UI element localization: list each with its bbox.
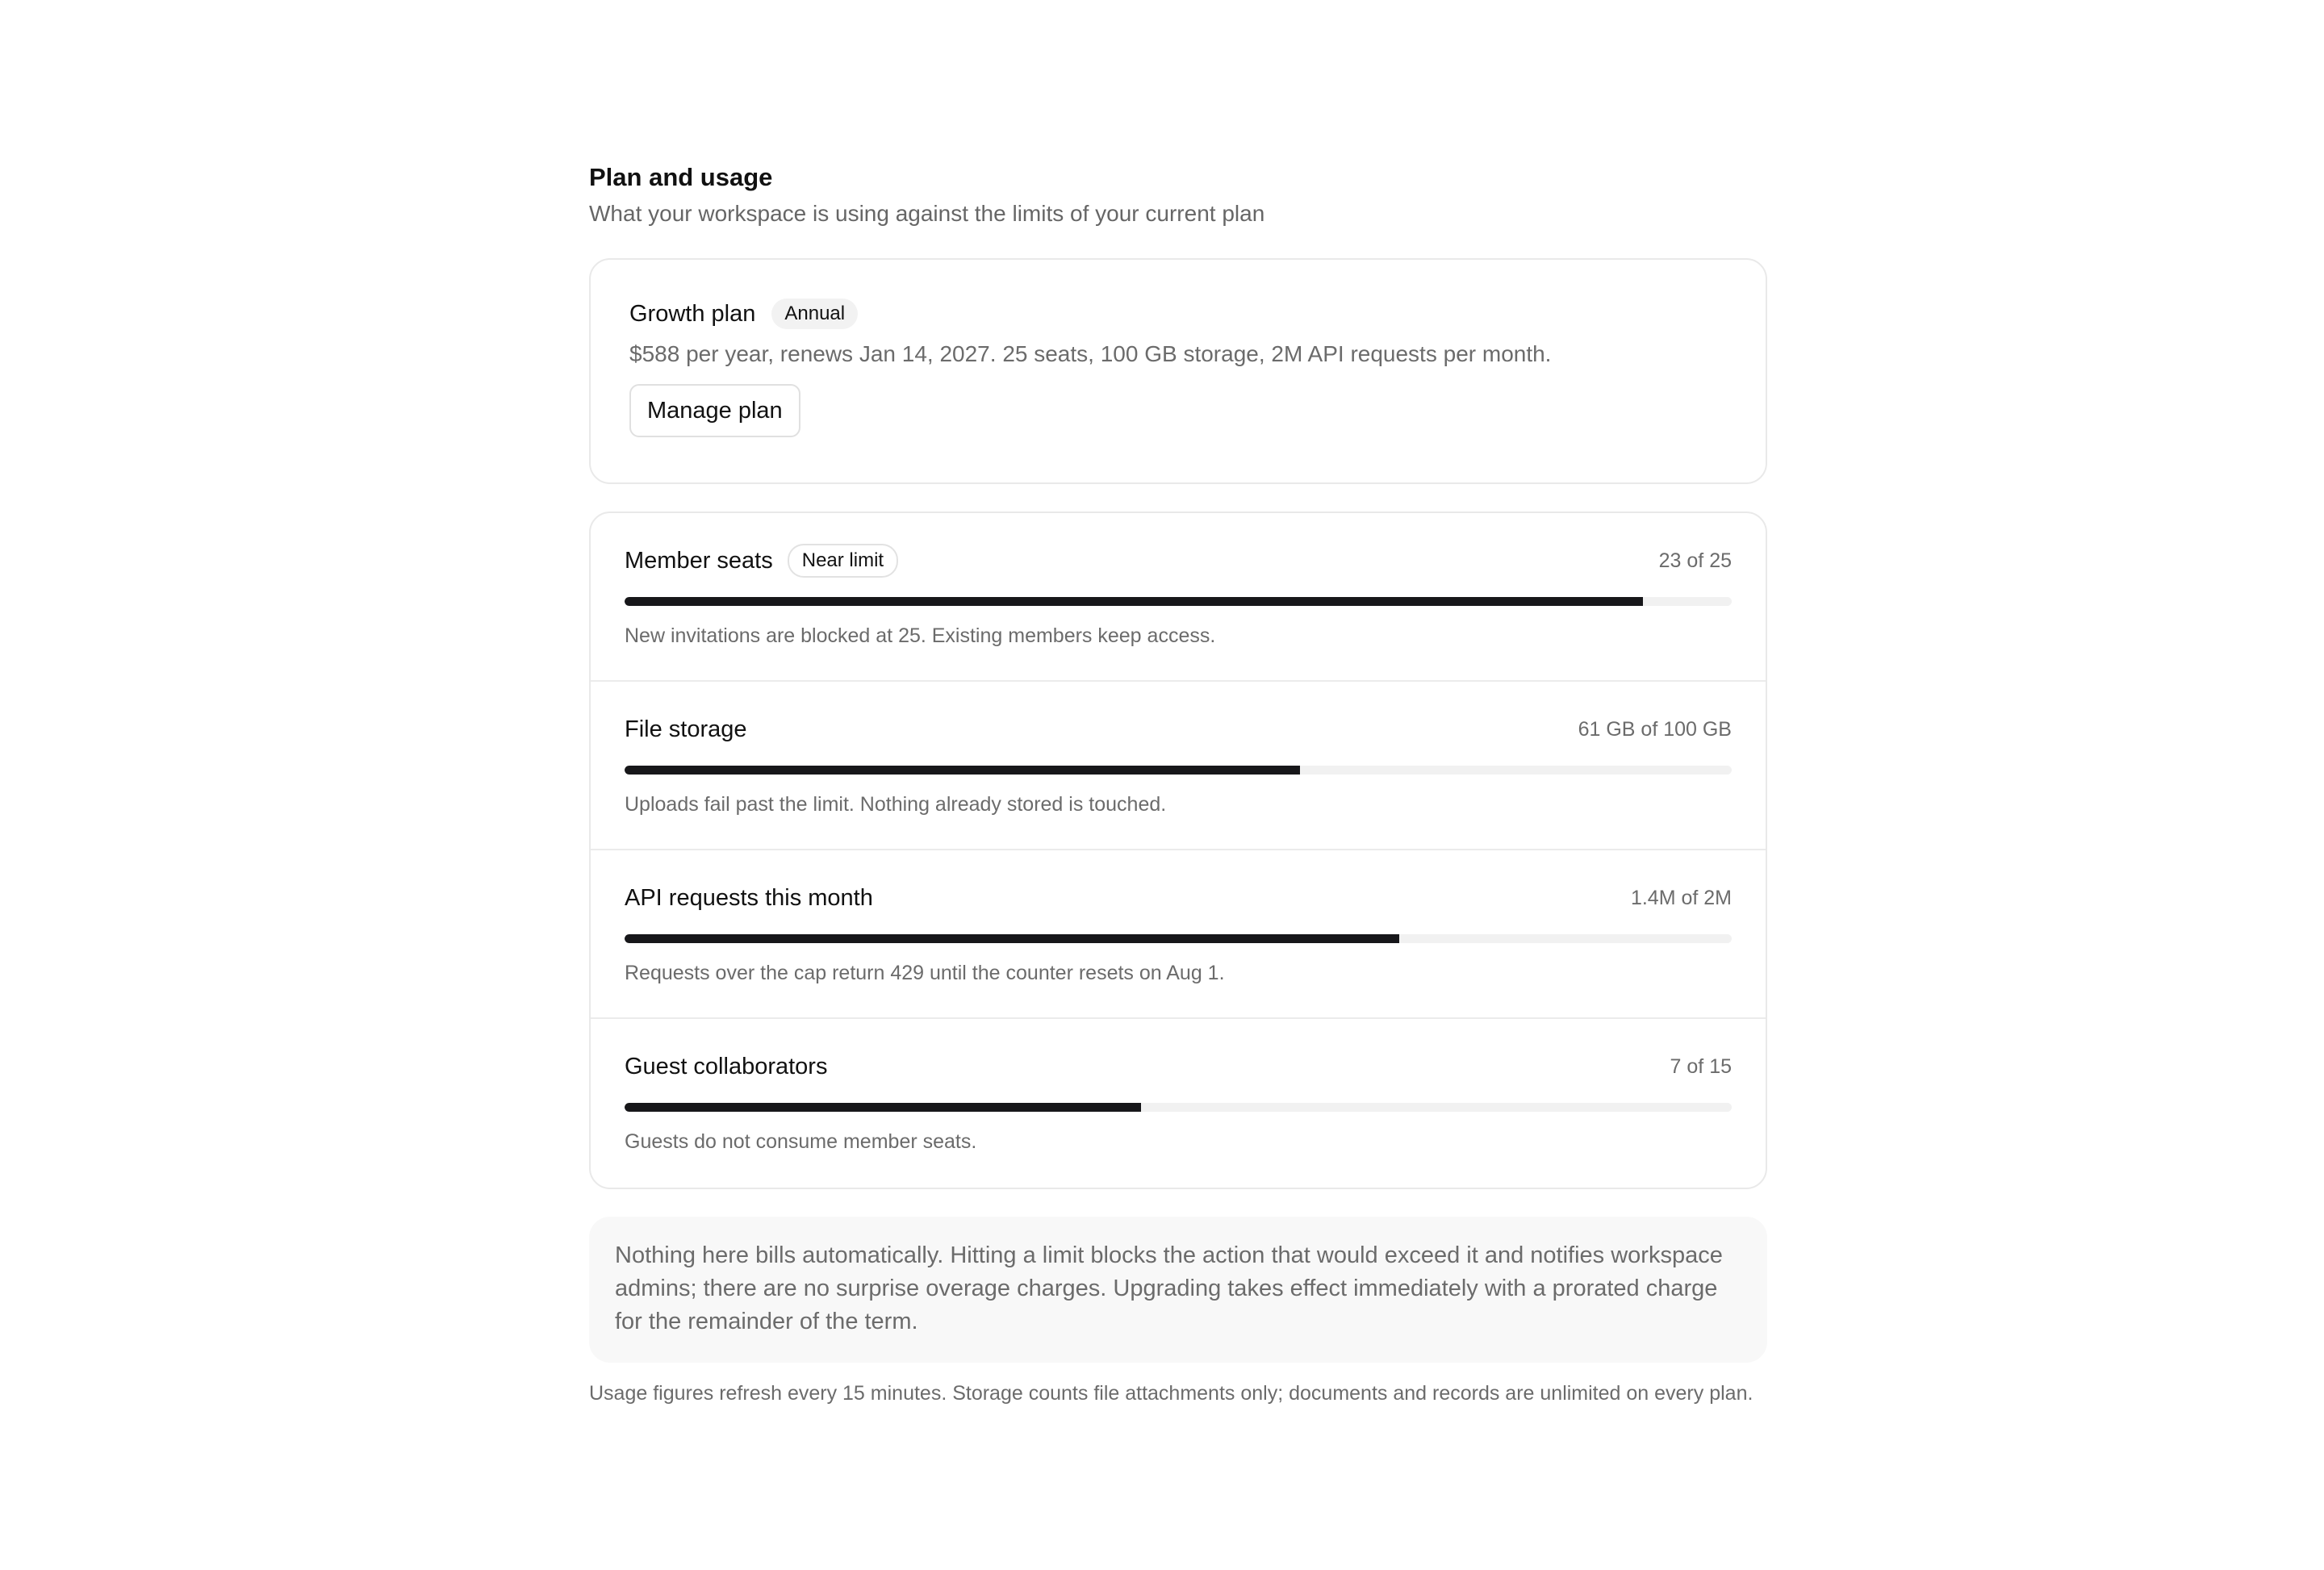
usage-row-member-seats (591, 513, 1766, 682)
plan-card (589, 258, 1767, 484)
billing-notice: Nothing here bills automatically. Hitting a limit blocks the action that would exceed it and notifies workspace admins; there are no surprise overage charges. Upgrading takes effect immediately with a prorated charge for the remainder of the term. (589, 1217, 1767, 1363)
usage-note: Uploads fail past the limit. Nothing already stored is touched. (625, 793, 1167, 816)
usage-label: Member seats (625, 548, 773, 574)
usage-footnote: Usage figures refresh every 15 minutes. Storage counts file attachments only; documents and records are unlimited on every plan. (589, 1382, 1753, 1405)
usage-value: 1.4M of 2M (1630, 887, 1732, 909)
page-title: Plan and usage (589, 163, 773, 191)
plan-usage-page (589, 161, 1767, 1407)
usage-row-api-requests (591, 850, 1766, 1019)
plan-name: Growth plan (629, 301, 756, 327)
usage-value: 23 of 25 (1658, 549, 1732, 572)
page-subtitle: What your workspace is using against the limits of your current plan (589, 201, 1265, 226)
billing-period-badge: Annual (771, 299, 858, 329)
manage-plan-button[interactable]: Manage plan (629, 384, 800, 437)
usage-row-file-storage (591, 682, 1766, 850)
usage-progress-fill (625, 597, 1643, 606)
usage-progress-bar (625, 597, 1732, 606)
usage-value: 7 of 15 (1670, 1055, 1732, 1078)
usage-progress-bar (625, 1103, 1732, 1112)
plan-header (629, 299, 1727, 329)
usage-note: New invitations are blocked at 25. Existing members keep access. (625, 624, 1216, 647)
usage-note: Requests over the cap return 429 until the counter resets on Aug 1. (625, 962, 1225, 984)
usage-note: Guests do not consume member seats. (625, 1130, 977, 1153)
usage-label: Guest collaborators (625, 1054, 828, 1079)
usage-card (589, 512, 1767, 1189)
usage-progress-bar (625, 934, 1732, 943)
usage-label: File storage (625, 716, 747, 742)
usage-value: 61 GB of 100 GB (1578, 718, 1732, 741)
usage-label: API requests this month (625, 885, 873, 911)
plan-description: $588 per year, renews Jan 14, 2027. 25 seats, 100 GB storage, 2M API requests per month. (629, 341, 1552, 366)
usage-row-guest-collaborators (591, 1019, 1766, 1188)
usage-progress-fill (625, 1103, 1141, 1112)
usage-progress-fill (625, 766, 1300, 775)
near-limit-badge: Near limit (788, 544, 898, 578)
usage-progress-fill (625, 934, 1399, 943)
usage-progress-bar (625, 766, 1732, 775)
